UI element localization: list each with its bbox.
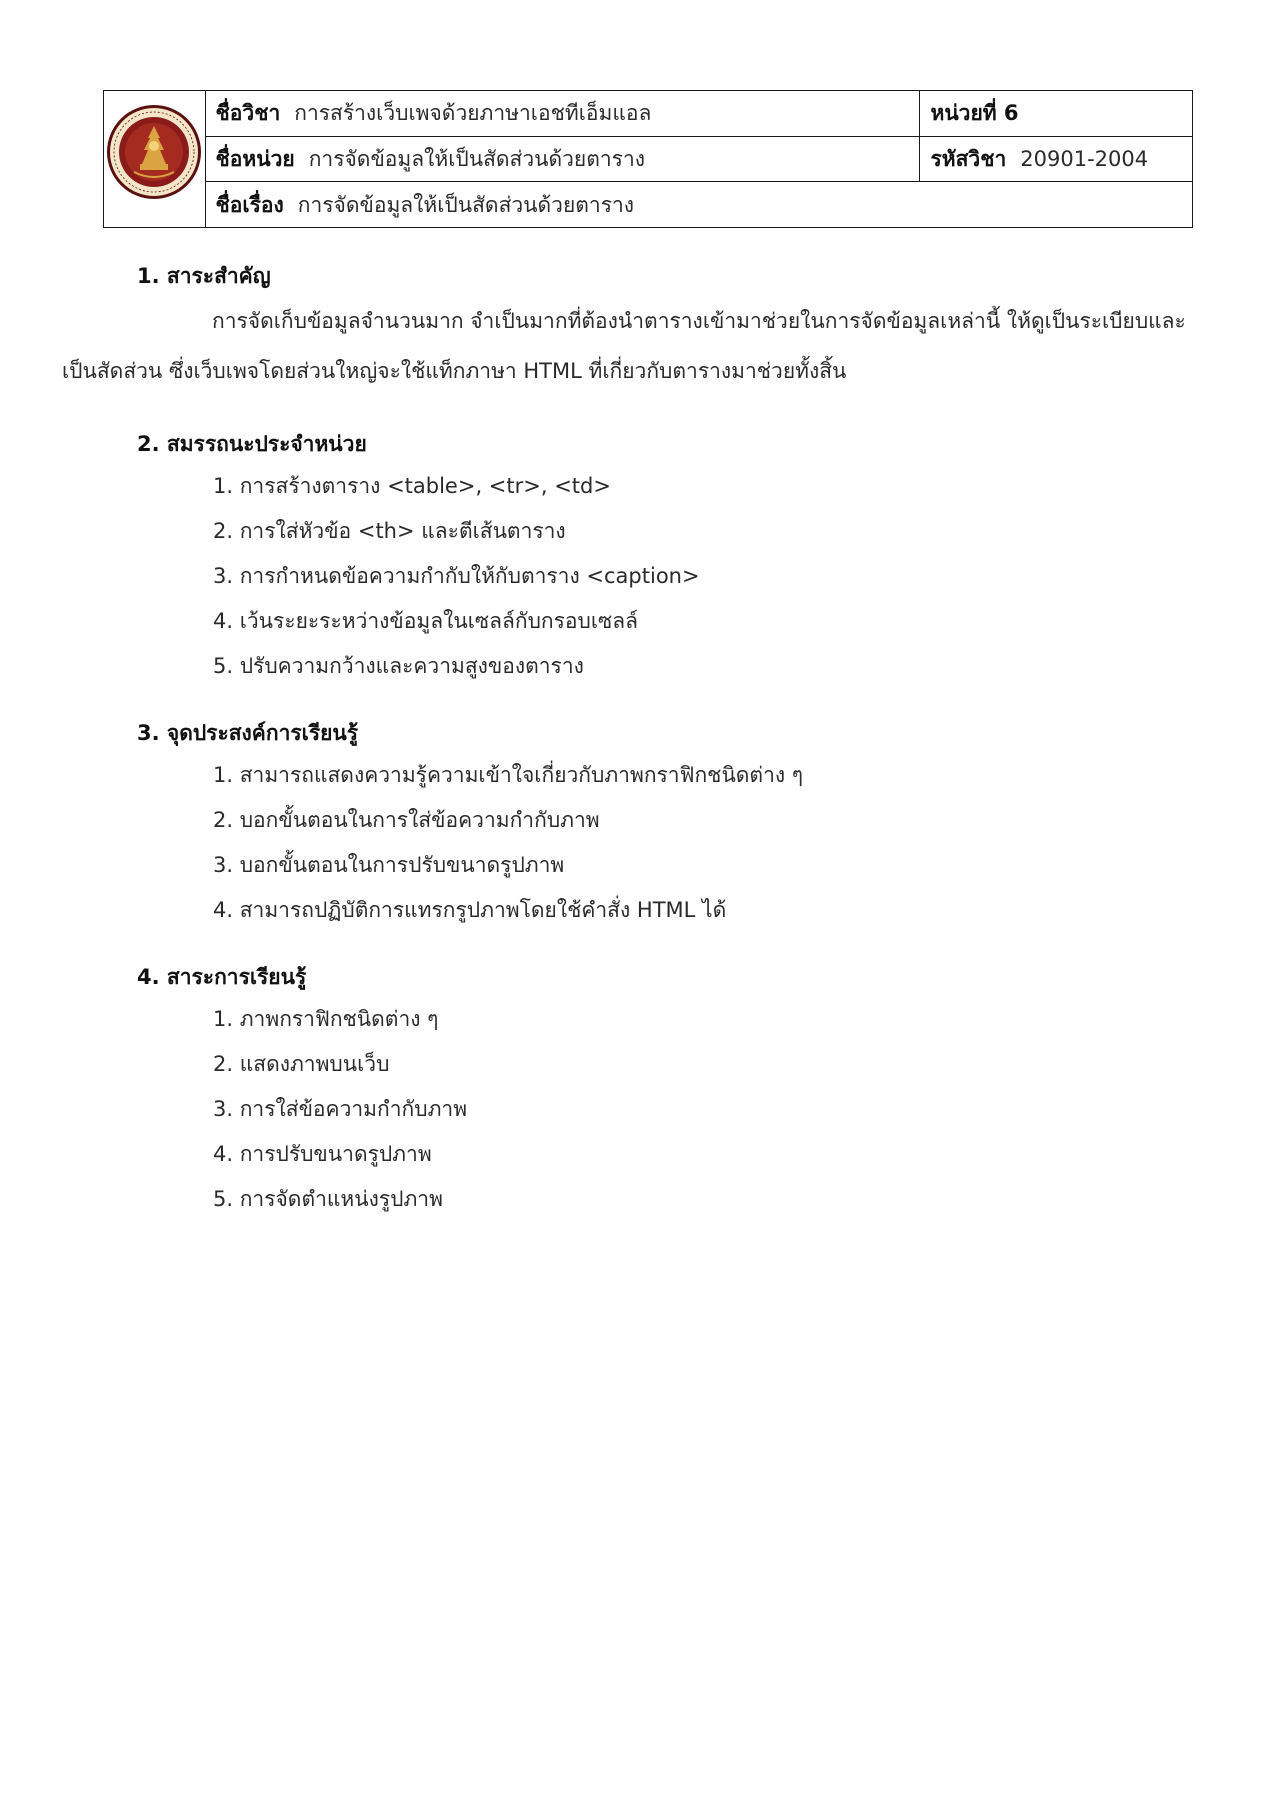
list-item: 5. ปรับความกว้างและความสูงของตาราง [213, 654, 584, 678]
topic-cell [205, 182, 1192, 228]
unit-number-label: หน่วยที่ 6 [930, 101, 1019, 126]
list-item: 3. การใส่ข้อความกำกับภาพ [213, 1097, 468, 1121]
competencies-list [137, 464, 1187, 689]
unit-name-cell [205, 136, 920, 182]
list-item: 2. การใส่หัวข้อ <th> และตีเส้นตาราง [213, 519, 566, 543]
unit-number-cell [920, 91, 1193, 137]
college-emblem-icon [104, 102, 204, 202]
list-item: 4. การปรับขนาดรูปภาพ [213, 1142, 432, 1166]
unit-name-value: การจัดข้อมูลให้เป็นสัดส่วนด้วยตาราง [308, 146, 645, 171]
list-item: 3. บอกขั้นตอนในการปรับขนาดรูปภาพ [213, 853, 565, 877]
course-name-label: ชื่อวิชา [215, 101, 281, 126]
section-title-key-concept: 1. สาระสำคัญ [137, 264, 271, 288]
list-item: 4. เว้นระยะระหว่างข้อมูลในเซลล์กับกรอบเซลล์ [213, 609, 639, 633]
list-item: 1. ภาพกราฟิกชนิดต่าง ๆ [213, 1007, 439, 1031]
list-item: 2. แสดงภาพบนเว็บ [213, 1052, 390, 1076]
objectives-list [137, 753, 1187, 933]
course-code-cell [920, 136, 1193, 182]
topic-label: ชื่อเรื่อง [215, 192, 284, 217]
college-logo-cell [104, 91, 206, 228]
course-code-label: รหัสวิชา [930, 146, 1007, 171]
list-item: 4. สามารถปฏิบัติการแทรกรูปภาพโดยใช้คำสั่ง HTML ได้ [213, 898, 727, 922]
course-code-value: 20901-2004 [1020, 146, 1149, 171]
list-item: 1. สามารถแสดงความรู้ความเข้าใจเกี่ยวกับภาพกราฟิกชนิดต่าง ๆ [213, 763, 804, 787]
unit-name-label: ชื่อหน่วย [215, 146, 295, 171]
section-title-competencies: 2. สมรรถนะประจำหน่วย [137, 432, 367, 456]
learning-content-list [137, 997, 1187, 1222]
document-body [62, 256, 1187, 1222]
list-item: 3. การกำหนดข้อความกำกับให้กับตาราง <caption> [213, 564, 700, 588]
header-table [103, 90, 1193, 228]
topic-value: การจัดข้อมูลให้เป็นสัดส่วนด้วยตาราง [297, 192, 635, 217]
list-item: 2. บอกขั้นตอนในการใส่ข้อความกำกับภาพ [213, 808, 600, 832]
key-concept-line-1: การจัดเก็บข้อมูลจำนวนมาก จำเป็นมากที่ต้องนำตารางเข้ามาช่วยในการจัดข้อมูลเหล่านี้ ให้ดูเป็นระเบียบและ [212, 309, 1186, 333]
course-name-value: การสร้างเว็บเพจด้วยภาษาเอชทีเอ็มแอล [294, 101, 652, 126]
section-title-objectives: 3. จุดประสงค์การเรียนรู้ [137, 721, 359, 745]
key-concept-line-2: เป็นสัดส่วน ซึ่งเว็บเพจโดยส่วนใหญ่จะใช้แท็กภาษา HTML ที่เกี่ยวกับตารางมาช่วยทั้งสิ้น [62, 359, 847, 383]
course-name-cell [205, 91, 920, 137]
section-title-learning-content: 4. สาระการเรียนรู้ [137, 965, 307, 989]
list-item: 5. การจัดตำแหน่งรูปภาพ [213, 1187, 443, 1211]
key-concept-paragraph [62, 296, 1187, 396]
list-item: 1. การสร้างตาราง <table>, <tr>, <td> [213, 474, 611, 498]
